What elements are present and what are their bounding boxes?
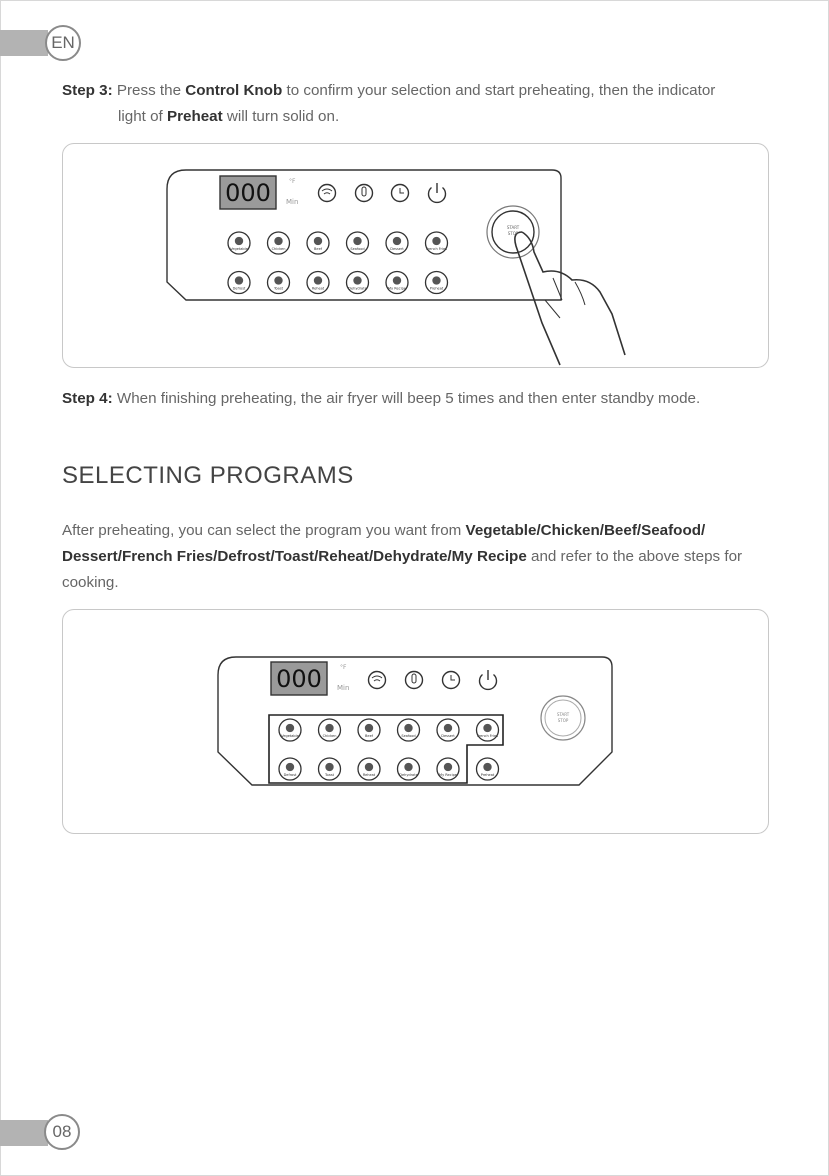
display-digits-2: 000	[276, 665, 322, 693]
program-label-dehydrate: Dehydrate	[399, 773, 418, 778]
intro-text-b: and refer to the above steps for	[526, 548, 743, 565]
knob-stop-label: STOP	[507, 231, 519, 236]
program-label-seafood: Seafood	[350, 247, 365, 252]
program-label-toast: Toast	[273, 286, 284, 291]
program-label-toast: Toast	[324, 773, 335, 778]
step3-label: Step 3:	[62, 82, 113, 99]
program-label-chicken: Chicken	[271, 247, 286, 252]
intro-text-c: cooking.	[62, 574, 119, 591]
program-label-my-recipe: My Recipe	[439, 773, 457, 778]
program-label-dehydrate: Dehydrate	[348, 286, 367, 291]
page-number: 08	[52, 1122, 72, 1141]
language-label: EN	[51, 33, 75, 52]
program-icon-seafood	[404, 724, 412, 732]
step3-text-a: Press the	[112, 82, 186, 99]
program-label-vegetable: Vegetable	[230, 247, 248, 252]
program-label-vegetable: Vegetable	[281, 734, 299, 739]
intro-text-a: After preheating, you can select the program you want from	[62, 522, 466, 539]
minute-unit-2: Min	[337, 684, 350, 692]
knob-start-label-2: START	[556, 712, 570, 717]
step4-text: When finishing preheating, the air fryer will beep 5 times and then enter standby mode.	[112, 390, 701, 407]
program-label-chicken: Chicken	[322, 734, 337, 739]
fahrenheit-unit: °F	[289, 178, 296, 185]
program-selection-highlight	[269, 715, 503, 783]
program-buttons	[279, 719, 499, 780]
program-label-reheat: Reheat	[362, 773, 376, 778]
display-digits: 000	[225, 179, 271, 207]
program-label-beef: Beef	[365, 734, 373, 739]
step3-text-b: to confirm your selection and start preheating, then the indicator	[282, 82, 716, 99]
fahrenheit-unit-2: °F	[340, 664, 347, 671]
program-label-preheat: Preheat	[480, 773, 495, 778]
program-label-defrost: Defrost	[232, 286, 246, 291]
program-icon-defrost	[286, 763, 294, 771]
program-icon-dessert	[444, 724, 452, 732]
program-label-seafood: Seafood	[401, 734, 416, 739]
program-label-my-recipe: My Recipe	[388, 286, 406, 291]
program-icon-french-fries	[483, 724, 491, 732]
step3-text-d: will turn solid on.	[222, 108, 340, 125]
program-list-b: Dessert/French Fries/Defrost/Toast/Reheat/Dehydrate/My Recipe	[62, 548, 527, 565]
program-label-reheat: Reheat	[311, 286, 325, 291]
preheat-term: Preheat	[166, 108, 223, 125]
page-number-tab-bar	[0, 1120, 48, 1146]
program-label-dessert: Dessert	[390, 247, 404, 252]
program-label-dessert: Dessert	[441, 734, 455, 739]
program-icon-vegetable	[286, 724, 294, 732]
program-icon-my-recipe	[444, 763, 452, 771]
program-label-french-fries: French Fries	[477, 734, 498, 739]
program-label-beef: Beef	[314, 247, 322, 252]
knob-stop-label-2: STOP	[557, 718, 569, 723]
page-number-badge	[44, 1114, 80, 1150]
minute-unit: Min	[286, 198, 299, 206]
program-icon-preheat	[483, 763, 491, 771]
program-icon-chicken	[325, 724, 333, 732]
program-label-french-fries: French Fries	[426, 247, 447, 252]
program-list-a: Vegetable/Chicken/Beef/Seafood/	[465, 522, 706, 539]
knob-start-label: START	[506, 225, 520, 230]
program-label-defrost: Defrost	[283, 773, 297, 778]
control-knob-term: Control Knob	[185, 82, 283, 99]
program-icon-beef	[365, 724, 373, 732]
program-icon-reheat	[365, 763, 373, 771]
program-label-preheat: Preheat	[429, 286, 444, 291]
program-icon-toast	[325, 763, 333, 771]
step3-text-c: light of	[118, 108, 167, 125]
step4-label: Step 4:	[62, 390, 113, 407]
program-icon-dehydrate	[404, 763, 412, 771]
section-title: SELECTING PROGRAMS	[62, 462, 354, 489]
